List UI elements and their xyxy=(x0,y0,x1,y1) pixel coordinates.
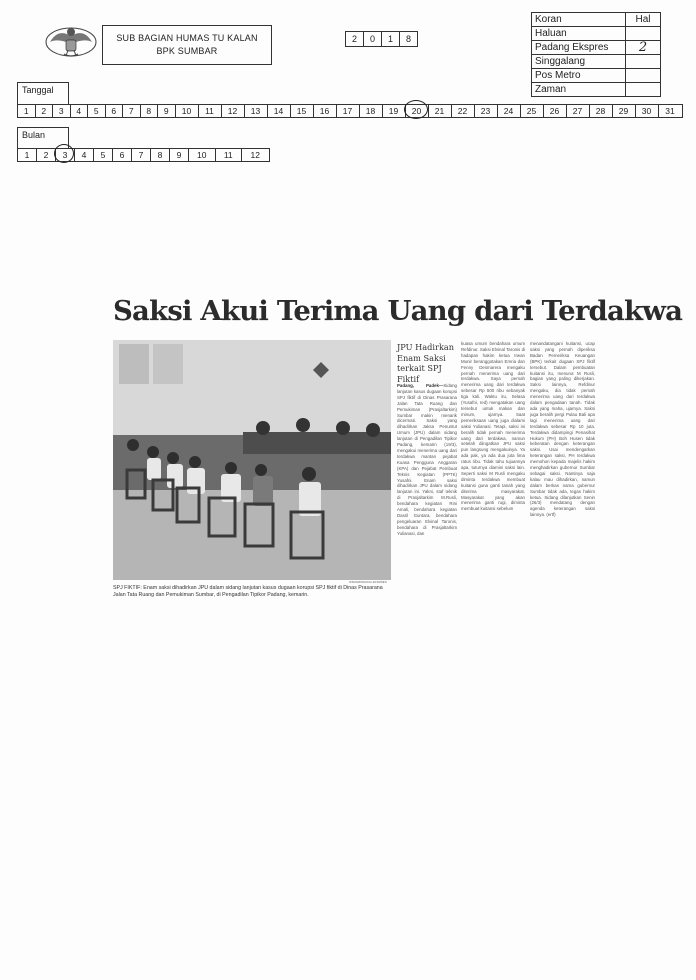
date-cell: 14 xyxy=(268,105,291,117)
date-cell: 9 xyxy=(158,105,176,117)
month-cell: 12 xyxy=(250,150,260,160)
month-cell: 9 xyxy=(170,149,189,161)
date-cell: 21 xyxy=(429,105,452,117)
article-column-1 xyxy=(397,383,457,583)
year-digit: 1 xyxy=(382,32,400,46)
month-cell: 3 xyxy=(56,149,75,161)
month-cell: 4 xyxy=(75,149,94,161)
year-box xyxy=(345,31,418,47)
newspaper-name: Haluan xyxy=(532,27,626,41)
year-digit: 0 xyxy=(364,32,382,46)
photo-credit: IKRAM/PADANG EKSPRES xyxy=(349,580,387,584)
courtroom-photo xyxy=(113,340,391,580)
date-cell: 3 xyxy=(53,105,71,117)
year-digit: 2 xyxy=(346,32,364,46)
month-cell: 8 xyxy=(151,149,170,161)
photo-caption: SPJ FIKTIF: Enam saksi dihadirkan JPU dalam sidang lanjutan kasus dugaan korupsi SPJ fiktif di Dinas Prasarana Jalan Tata Ruang dan Pemukiman Sumbar, di Pengadilan Tipikor Padang, kemarin. xyxy=(113,585,383,598)
date-cell: 2 xyxy=(36,105,54,117)
month-cell: 6 xyxy=(113,149,132,161)
department-unit: BPK SUMBAR xyxy=(156,46,218,56)
month-row xyxy=(17,148,270,162)
article-text: kuasa umum bendahara umum Refdinur. Saksi Elvinal Taronis di hadapan hakim ketua Irwan Munir beranggotakan Emria dan Fenny Desmarera mengaku pernah menerima uang dari terdakwa. Saya pernah menerima uang dari terdakwa sebesar Rp 500 ribu sebanyak tiga kali. Waktu itu, Selasa (Yusafni, red) mengatakan uang tersebut untuk makan dan minum, ujarnya. Saat pemeriksaan uang juga dialami saksi Yulianasi. Tetapi, saksi ini beralih tidak pernah menerima uang dari terdakwa, namun setelah diingatkan JPU saksi pun langsung mengakuinya. Ya ada pak, ya ada dua juta lima ratus ribu. Tidak tahu tujuannya apa, tuturnya diamini saksi lain. Seperti saksi M Rusli mengaku diminta terdakwa membuat kuitansi guna ganti tanah yang diterima masyarakat. Masyarakat yang akan menerima ganti rugi, diminta membuat kuitansi sebelum xyxy=(461,341,525,512)
page-number xyxy=(626,55,661,69)
page-number xyxy=(626,69,661,83)
bpk-garuda-logo xyxy=(44,20,98,62)
newspaper-name: Padang Ekspres xyxy=(532,41,626,55)
date-cell: 23 xyxy=(475,105,498,117)
article-dateline: Padang, Padek— xyxy=(397,383,444,388)
newspaper-name: Singgalang xyxy=(532,55,626,69)
page-number xyxy=(626,27,661,41)
date-cell: 13 xyxy=(245,105,268,117)
article-headline: Saksi Akui Terima Uang dari Terdakwa xyxy=(113,295,683,327)
newspaper-table xyxy=(531,12,661,97)
date-cell: 31 xyxy=(665,106,675,116)
year-digit: 8 xyxy=(405,34,411,44)
selected-circle xyxy=(404,100,428,119)
date-cell: 11 xyxy=(199,105,222,117)
date-cell: 25 xyxy=(521,105,544,117)
department-name: SUB BAGIAN HUMAS TU KALAN xyxy=(116,33,258,43)
date-row xyxy=(17,104,683,118)
hal-header: Hal xyxy=(626,13,661,27)
page-number: 2 xyxy=(626,41,661,55)
article-subhead: JPU Hadirkan Enam Saksi terkait SPJ Fiktif xyxy=(397,342,455,384)
date-cell: 12 xyxy=(222,105,245,117)
month-cell: 11 xyxy=(216,149,243,161)
selected-circle xyxy=(54,144,74,163)
date-cell: 18 xyxy=(360,105,383,117)
date-cell: 16 xyxy=(314,105,337,117)
date-cell: 27 xyxy=(567,105,590,117)
date-cell: 10 xyxy=(176,105,199,117)
month-cell: 2 xyxy=(37,149,56,161)
date-cell: 20 xyxy=(406,105,429,117)
date-cell: 19 xyxy=(383,105,406,117)
date-cell: 17 xyxy=(337,105,360,117)
month-cell: 10 xyxy=(189,149,216,161)
month-cell: 1 xyxy=(18,149,37,161)
page-number xyxy=(626,83,661,97)
date-cell: 5 xyxy=(88,105,106,117)
date-cell: 7 xyxy=(123,105,141,117)
tanggal-label: Tanggal xyxy=(17,82,69,104)
date-cell: 1 xyxy=(18,105,36,117)
date-cell: 29 xyxy=(613,105,636,117)
date-cell: 28 xyxy=(590,105,613,117)
article-column-2 xyxy=(461,341,525,583)
date-cell: 4 xyxy=(71,105,89,117)
date-cell: 6 xyxy=(106,105,124,117)
date-cell: 24 xyxy=(498,105,521,117)
newspaper-name: Pos Metro xyxy=(532,69,626,83)
article-column-3 xyxy=(530,341,595,629)
date-cell: 8 xyxy=(141,105,159,117)
bulan-label: Bulan xyxy=(17,127,69,148)
date-cell: 26 xyxy=(544,105,567,117)
article-text: menandatangani kuitansi, ucap saksi yang pernah diperiksa Badan Pemeriksa Keuangan (BPK) terkait dugaan SPJ fiktif tersebut. Dalam pembuatan kuitansi itu, menurut M Rusli, bagian yang paling dikerjakan. Saksi lainnya, Refdinur mengaku, dia tidak pernah menerima uang dari terdakwa dalam pengadaan tanah. Tidak ada yang maha, ujarnya. Saksi juga beralih pergi Pulau Bali apa lagi menerima uang dari terdakwa sebesar Rp 10 juta. Terdakwa didampingi Penasihat Hukum (PH) Boh Husen tidak keberatan dengan keterangan saksi. Usai mendengarkan keterangan saksi, PH terdakwa memohon kepada majelis hakim menghadirkan gubernur Sumbar sebagai saksi. Nantinya saja kalau mau dihadirkan, namun dalam berkas nama gubernur Sumbar tidak ada, tegas hakim ketua. Sidang dilanjutkan Senin (26/3) mendatang dengan agenda keterangan saksi lainnya. (ertf) xyxy=(530,341,595,518)
month-cell: 7 xyxy=(132,149,151,161)
date-cell: 22 xyxy=(452,105,475,117)
department-box xyxy=(102,25,272,65)
newspaper-name: Zaman xyxy=(532,83,626,97)
date-cell: 30 xyxy=(636,105,659,117)
koran-header: Koran xyxy=(532,13,626,27)
article-text: Sidang lanjutan kasus dugaan korupsi SPJ fiktif di Dinas Prasarana Jalan Tata Ruang dan Pemukiman (Prasjaltarkim) Sumbar makin menarik dicermati. Saksi yang dihadirkan Jaksa Penuntut Umum (JPU) dalam sidang lanjutan di Pengadilan Tipikor Padang, kemarin (19/3), mengakui menerima uang dari terdakwa mantan pejabat Kuasa Pengguna Anggaran (KPA) dan Pejabat Pembuat Teknis Kegiatan (PPTK) Yusafni. Enam saksi dihadirkan JPU dalam sidang lanjutan ini. Yakni, staf teknik di Prasjaltarkim M.Rusli, bendahara kegiatan Rini Amali, bendahara kegiatan Dasril Guntara, bendahara pengeluaran Elvinal Taronis, bendahara di Prasjaltarkim Yulianasi, dan xyxy=(397,383,457,536)
month-cell: 5 xyxy=(94,149,113,161)
date-cell: 15 xyxy=(291,105,314,117)
